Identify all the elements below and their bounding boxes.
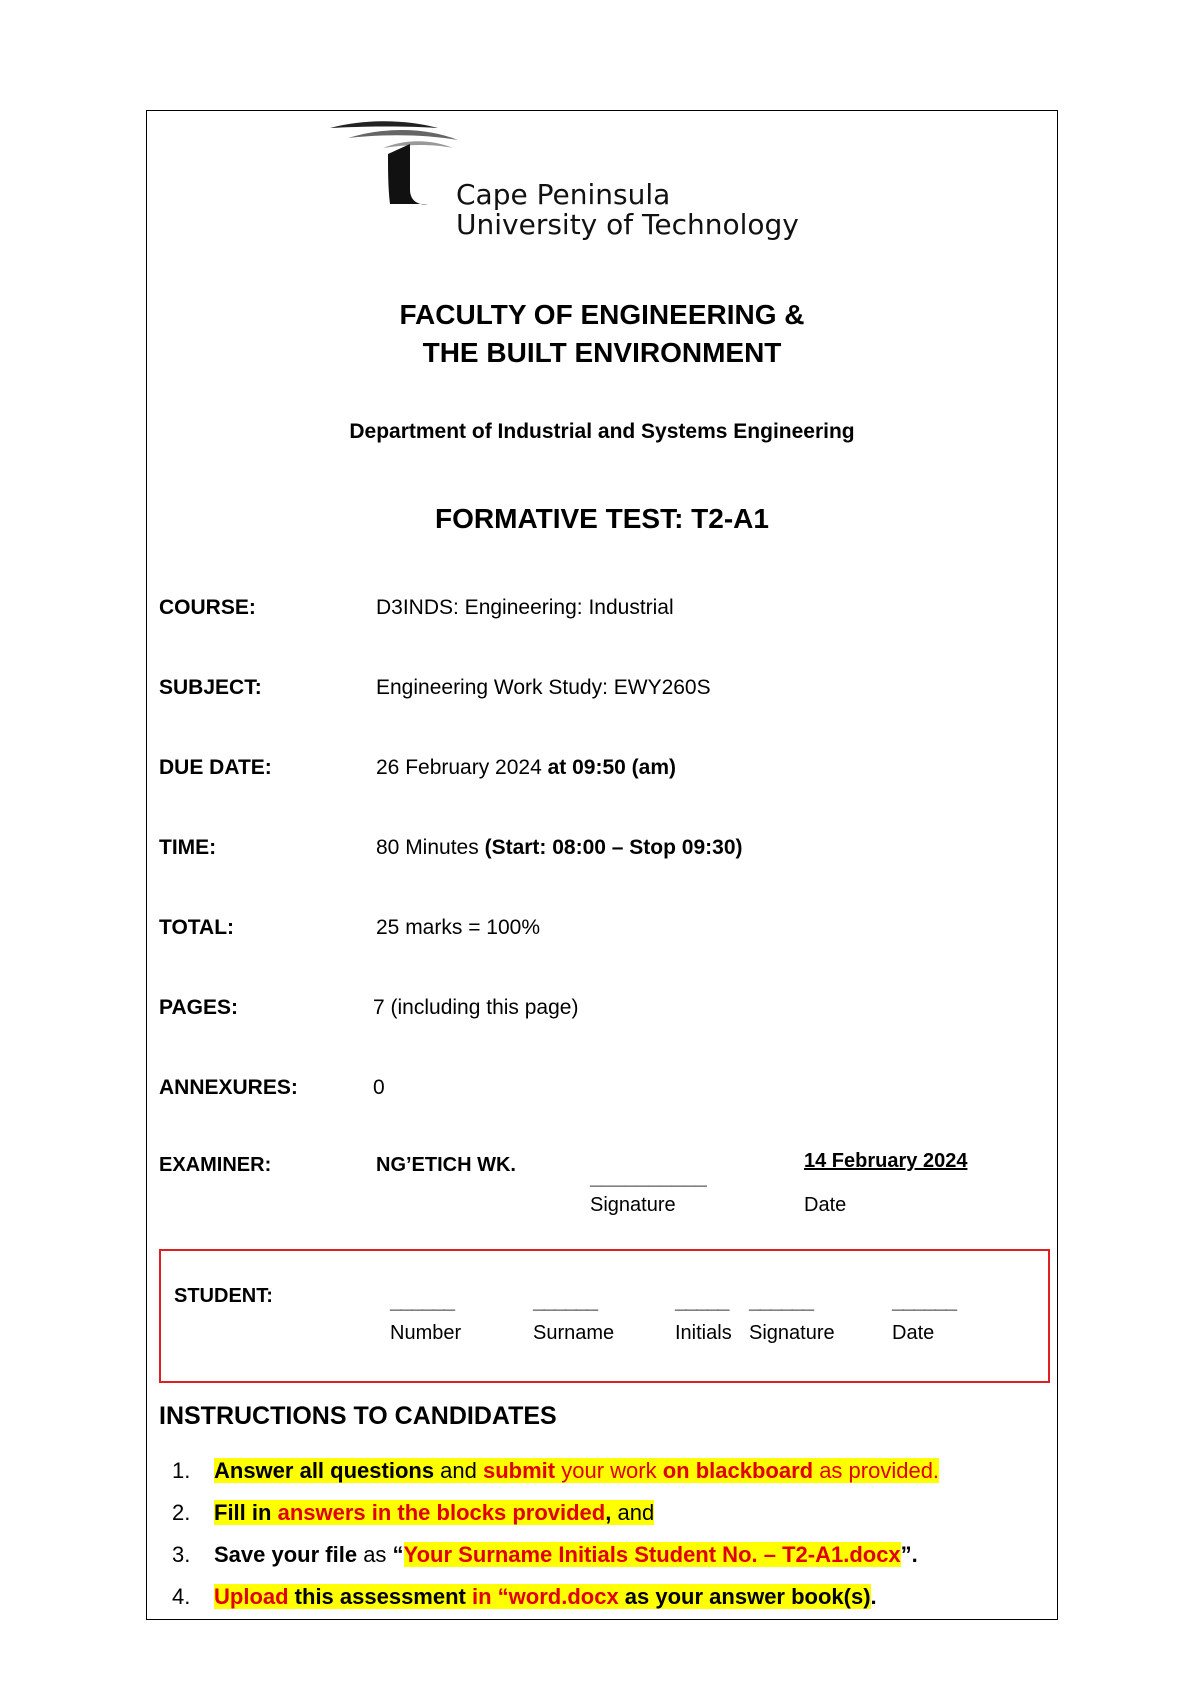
field-label: TOTAL: xyxy=(159,916,235,939)
field-value xyxy=(376,836,743,860)
instruction-part: as provided. xyxy=(813,1458,940,1483)
instruction-part: as xyxy=(357,1542,393,1567)
student-signature-blank[interactable]: ______ xyxy=(749,1290,814,1313)
instruction-part: answers in the blocks provided xyxy=(277,1500,606,1525)
instruction-part: this assessment xyxy=(288,1584,472,1609)
instruction-part: on blackboard xyxy=(662,1458,814,1483)
instruction-part: “ xyxy=(392,1542,404,1567)
instruction-part: and xyxy=(611,1500,655,1525)
student-surname-blank[interactable]: ______ xyxy=(533,1290,598,1313)
instruction-part: ”. xyxy=(900,1542,918,1567)
student-surname-caption: Surname xyxy=(533,1322,615,1344)
examiner-date-caption: Date xyxy=(804,1194,847,1216)
student-box xyxy=(159,1249,1050,1383)
instruction-part: Answer all questions xyxy=(214,1458,435,1483)
instruction-part: in “word.docx xyxy=(472,1584,619,1609)
instruction-part: as your answer book(s) xyxy=(618,1584,871,1609)
student-initials-caption: Initials xyxy=(675,1322,732,1344)
field-value: 25 marks = 100% xyxy=(376,916,541,939)
examiner-label: EXAMINER: xyxy=(159,1154,272,1176)
instruction-part: Upload xyxy=(214,1584,289,1609)
instruction-text xyxy=(214,1458,939,1483)
student-date-blank[interactable]: ______ xyxy=(892,1290,957,1313)
field-value: D3INDS: Engineering: Industrial xyxy=(376,596,674,619)
instruction-number: 4. xyxy=(172,1584,191,1609)
instructions-heading: INSTRUCTIONS TO CANDIDATES xyxy=(159,1402,557,1430)
logo-line-2: University of Technology xyxy=(456,208,799,241)
field-value: 0 xyxy=(373,1076,385,1099)
field-label: PAGES: xyxy=(159,996,238,1019)
field-label: SUBJECT: xyxy=(159,676,262,699)
faculty-line-2: THE BUILT ENVIRONMENT xyxy=(422,337,782,368)
instruction-item xyxy=(172,1500,654,1526)
test-title: FORMATIVE TEST: T2-A1 xyxy=(435,503,769,534)
instruction-text xyxy=(214,1584,871,1609)
instruction-number: 2. xyxy=(172,1500,191,1525)
instruction-part: Save your file xyxy=(214,1542,358,1567)
time-window: (Start: 08:00 – Stop 09:30) xyxy=(484,836,743,859)
field-label: COURSE: xyxy=(159,596,256,619)
student-date-caption: Date xyxy=(892,1322,935,1344)
examiner-date: 14 February 2024 xyxy=(804,1150,968,1172)
instruction-item xyxy=(172,1542,918,1568)
field-value xyxy=(376,756,676,780)
field-value: Engineering Work Study: EWY260S xyxy=(376,676,711,699)
examiner-signature-caption: Signature xyxy=(590,1194,676,1216)
instruction-part: Fill in xyxy=(214,1500,272,1525)
instruction-item xyxy=(172,1584,877,1610)
department-name: Department of Industrial and Systems Engineering xyxy=(349,420,855,443)
due-time-value: at 09:50 (am) xyxy=(547,756,677,779)
instruction-item xyxy=(172,1458,939,1484)
due-date-value: 26 February 2024 xyxy=(376,756,542,779)
instruction-text xyxy=(214,1500,654,1525)
logo-line-1: Cape Peninsula xyxy=(456,178,671,211)
student-initials-blank[interactable]: _____ xyxy=(675,1290,729,1313)
instruction-part: . xyxy=(870,1584,877,1609)
faculty-title xyxy=(146,296,1058,372)
faculty-line-1: FACULTY OF ENGINEERING & xyxy=(399,299,805,330)
field-label: TIME: xyxy=(159,836,217,859)
examiner-name: NG’ETICH WK. xyxy=(376,1154,516,1176)
instruction-part: your work xyxy=(555,1458,663,1483)
field-value: 7 (including this page) xyxy=(373,996,579,1019)
student-number-blank[interactable]: ______ xyxy=(390,1290,455,1313)
time-value: 80 Minutes xyxy=(376,836,479,859)
student-number-caption: Number xyxy=(390,1322,462,1344)
instruction-part: Your Surname Initials Student No. – T2-A1.docx xyxy=(403,1542,901,1567)
student-signature-caption: Signature xyxy=(749,1322,835,1344)
instruction-part: , xyxy=(605,1500,612,1525)
instruction-part: and xyxy=(434,1458,483,1483)
instruction-number: 1. xyxy=(172,1458,191,1483)
student-label: STUDENT: xyxy=(174,1285,273,1307)
instruction-part: submit xyxy=(483,1458,556,1483)
examiner-signature-line: __________ xyxy=(590,1166,707,1189)
field-label: ANNEXURES: xyxy=(159,1076,298,1099)
instruction-number: 3. xyxy=(172,1542,191,1567)
field-label: DUE DATE: xyxy=(159,756,272,779)
university-name xyxy=(456,180,799,240)
